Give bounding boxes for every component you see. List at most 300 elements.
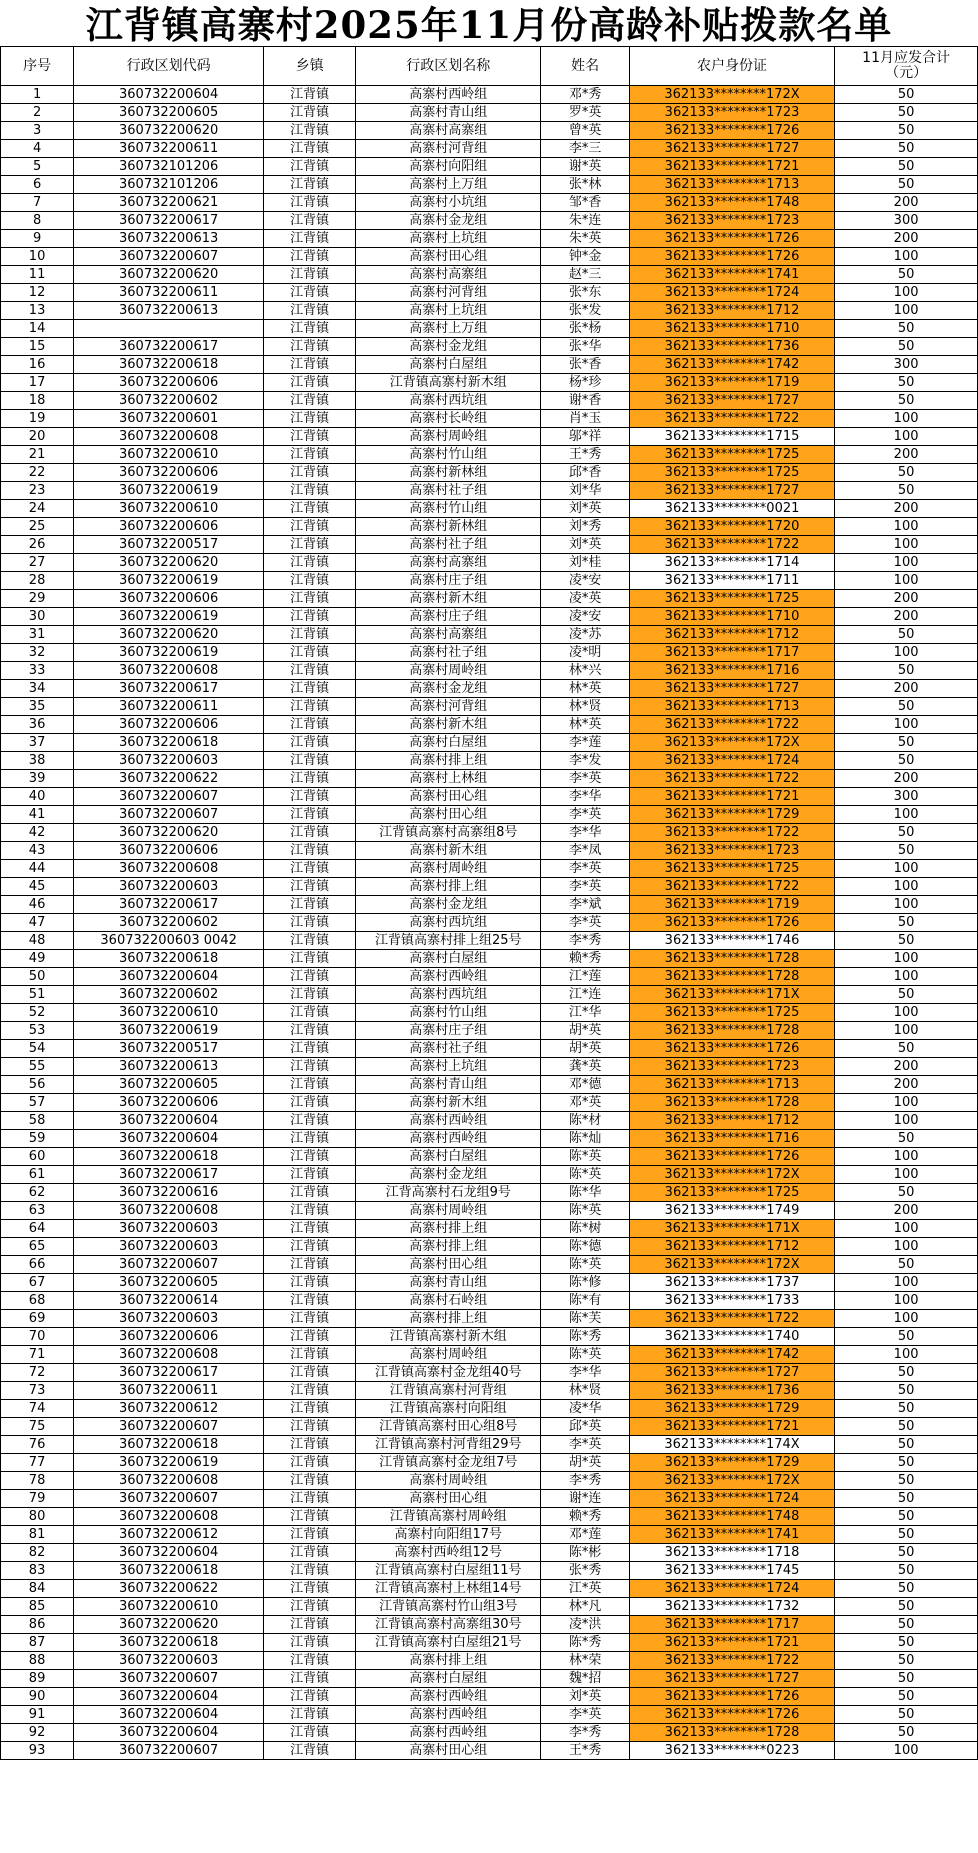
name-cell: 李*华 — [541, 788, 629, 806]
town-cell: 江背镇 — [264, 572, 356, 590]
admin-code-cell: 360732200604 — [74, 1544, 264, 1562]
serial-cell: 31 — [1, 626, 74, 644]
area-name-cell: 高寨村周岭组 — [356, 1472, 541, 1490]
town-cell: 江背镇 — [264, 1616, 356, 1634]
town-cell: 江背镇 — [264, 194, 356, 212]
id-card-cell: 362133********1727 — [629, 140, 834, 158]
area-name-cell: 江背镇高寨村排上组25号 — [356, 932, 541, 950]
town-cell: 江背镇 — [264, 1598, 356, 1616]
town-cell: 江背镇 — [264, 1490, 356, 1508]
id-card-cell: 362133********1748 — [629, 1508, 834, 1526]
amount-cell: 100 — [835, 1742, 978, 1760]
area-name-cell: 高寨村周岭组 — [356, 1202, 541, 1220]
table-row — [1, 284, 978, 302]
id-card-cell: 362133********1710 — [629, 320, 834, 338]
table-row — [1, 734, 978, 752]
amount-cell: 100 — [835, 1022, 978, 1040]
area-name-cell: 高寨村庄子组 — [356, 608, 541, 626]
name-cell: 林*贤 — [541, 698, 629, 716]
table-row — [1, 464, 978, 482]
amount-cell: 50 — [835, 338, 978, 356]
serial-cell: 35 — [1, 698, 74, 716]
admin-code-cell: 360732200617 — [74, 680, 264, 698]
id-card-cell: 362133********1727 — [629, 1364, 834, 1382]
town-cell: 江背镇 — [264, 932, 356, 950]
table-row — [1, 662, 978, 680]
serial-cell: 79 — [1, 1490, 74, 1508]
amount-cell: 50 — [835, 1472, 978, 1490]
name-cell: 刘*英 — [541, 1688, 629, 1706]
admin-code-cell: 360732200617 — [74, 338, 264, 356]
serial-cell: 62 — [1, 1184, 74, 1202]
table-row — [1, 1580, 978, 1598]
table-row — [1, 194, 978, 212]
serial-cell: 28 — [1, 572, 74, 590]
id-card-cell: 362133********1726 — [629, 1148, 834, 1166]
area-name-cell: 高寨村社子组 — [356, 644, 541, 662]
amount-cell: 200 — [835, 770, 978, 788]
id-card-cell: 362133********174X — [629, 1436, 834, 1454]
amount-cell: 50 — [835, 320, 978, 338]
admin-code-cell: 360732200606 — [74, 842, 264, 860]
area-name-cell: 高寨村白屋组 — [356, 1670, 541, 1688]
id-card-cell: 362133********1725 — [629, 446, 834, 464]
serial-cell: 56 — [1, 1076, 74, 1094]
town-cell: 江背镇 — [264, 284, 356, 302]
table-row — [1, 878, 978, 896]
id-card-cell: 362133********1727 — [629, 680, 834, 698]
area-name-cell: 高寨村上林组 — [356, 770, 541, 788]
id-card-cell: 362133********1722 — [629, 1652, 834, 1670]
admin-code-cell: 360732200617 — [74, 1364, 264, 1382]
amount-cell: 50 — [835, 1454, 978, 1472]
area-name-cell: 高寨村周岭组 — [356, 860, 541, 878]
admin-code-cell: 360732200603 — [74, 1220, 264, 1238]
id-card-cell: 362133********172X — [629, 1256, 834, 1274]
town-cell: 江背镇 — [264, 176, 356, 194]
id-card-cell: 362133********1719 — [629, 374, 834, 392]
town-cell: 江背镇 — [264, 104, 356, 122]
name-cell: 谢*连 — [541, 1490, 629, 1508]
name-cell: 赖*秀 — [541, 950, 629, 968]
amount-cell: 100 — [835, 1148, 978, 1166]
table-row — [1, 158, 978, 176]
name-cell: 邱*英 — [541, 1418, 629, 1436]
town-cell: 江背镇 — [264, 698, 356, 716]
admin-code-cell: 360732200607 — [74, 1670, 264, 1688]
admin-code-cell: 360732200607 — [74, 1418, 264, 1436]
table-row — [1, 1346, 978, 1364]
id-card-cell: 362133********1723 — [629, 104, 834, 122]
area-name-cell: 高寨村新木组 — [356, 1094, 541, 1112]
admin-code-cell: 360732200620 — [74, 1616, 264, 1634]
amount-cell: 50 — [835, 1382, 978, 1400]
subsidy-table — [0, 46, 978, 1760]
id-card-cell: 362133********1741 — [629, 1526, 834, 1544]
town-cell: 江背镇 — [264, 734, 356, 752]
admin-code-cell: 360732200607 — [74, 248, 264, 266]
id-card-cell: 362133********1715 — [629, 428, 834, 446]
name-cell: 邓*莲 — [541, 1526, 629, 1544]
serial-cell: 82 — [1, 1544, 74, 1562]
town-cell: 江背镇 — [264, 1472, 356, 1490]
admin-code-cell: 360732200606 — [74, 1328, 264, 1346]
area-name-cell: 高寨村金龙组 — [356, 896, 541, 914]
table-row — [1, 914, 978, 932]
name-cell: 陈*修 — [541, 1274, 629, 1292]
name-cell: 凌*安 — [541, 572, 629, 590]
table-row — [1, 1706, 978, 1724]
table-row — [1, 842, 978, 860]
name-cell: 刘*秀 — [541, 518, 629, 536]
table-row — [1, 392, 978, 410]
town-cell: 江背镇 — [264, 482, 356, 500]
area-name-cell: 高寨村排上组 — [356, 752, 541, 770]
town-cell: 江背镇 — [264, 1004, 356, 1022]
admin-code-cell: 360732200618 — [74, 1562, 264, 1580]
admin-code-cell: 360732200618 — [74, 950, 264, 968]
amount-cell: 50 — [835, 122, 978, 140]
table-row — [1, 590, 978, 608]
area-name-cell: 高寨村向阳组 — [356, 158, 541, 176]
amount-cell: 50 — [835, 158, 978, 176]
town-cell: 江背镇 — [264, 1706, 356, 1724]
amount-cell: 300 — [835, 356, 978, 374]
table-row — [1, 1004, 978, 1022]
area-name-cell: 高寨村金龙组 — [356, 338, 541, 356]
name-cell: 李*华 — [541, 824, 629, 842]
name-cell: 凌*苏 — [541, 626, 629, 644]
table-row — [1, 788, 978, 806]
town-cell: 江背镇 — [264, 1382, 356, 1400]
town-cell: 江背镇 — [264, 1400, 356, 1418]
admin-code-cell: 360732200604 — [74, 1724, 264, 1742]
name-cell: 陈*灿 — [541, 1130, 629, 1148]
table-row — [1, 1184, 978, 1202]
admin-code-cell: 360732200604 — [74, 1688, 264, 1706]
serial-cell: 34 — [1, 680, 74, 698]
id-card-cell: 362133********1712 — [629, 626, 834, 644]
admin-code-cell: 360732200610 — [74, 1598, 264, 1616]
name-cell: 江*英 — [541, 1580, 629, 1598]
serial-cell: 83 — [1, 1562, 74, 1580]
name-cell: 朱*英 — [541, 230, 629, 248]
header-row — [1, 47, 978, 86]
serial-cell: 58 — [1, 1112, 74, 1130]
area-name-cell: 高寨村排上组 — [356, 878, 541, 896]
admin-code-cell: 360732200619 — [74, 1454, 264, 1472]
admin-code-cell: 360732200608 — [74, 1346, 264, 1364]
document-title: 江背镇高寨村2025年11月份高龄补贴拨款名单 — [85, 3, 893, 47]
admin-code-cell: 360732200608 — [74, 428, 264, 446]
serial-cell: 44 — [1, 860, 74, 878]
town-cell: 江背镇 — [264, 158, 356, 176]
serial-cell: 59 — [1, 1130, 74, 1148]
id-card-cell: 362133********1713 — [629, 1076, 834, 1094]
id-card-cell: 362133********1748 — [629, 194, 834, 212]
area-name-cell: 高寨村新林组 — [356, 518, 541, 536]
area-name-cell: 高寨村西岭组 — [356, 1688, 541, 1706]
area-name-cell: 高寨村上万组 — [356, 320, 541, 338]
serial-cell: 92 — [1, 1724, 74, 1742]
amount-cell: 50 — [835, 1652, 978, 1670]
admin-code-cell: 360732200622 — [74, 1580, 264, 1598]
serial-cell: 14 — [1, 320, 74, 338]
admin-code-cell: 360732200608 — [74, 1202, 264, 1220]
town-cell: 江背镇 — [264, 842, 356, 860]
table-row — [1, 1436, 978, 1454]
serial-cell: 1 — [1, 86, 74, 104]
id-card-cell: 362133********1721 — [629, 788, 834, 806]
table-row — [1, 1310, 978, 1328]
town-cell: 江背镇 — [264, 1634, 356, 1652]
serial-cell: 46 — [1, 896, 74, 914]
table-row — [1, 1328, 978, 1346]
serial-cell: 13 — [1, 302, 74, 320]
name-cell: 张*东 — [541, 284, 629, 302]
admin-code-cell: 360732200620 — [74, 554, 264, 572]
admin-code-cell: 360732200620 — [74, 266, 264, 284]
area-name-cell: 高寨村高寨组 — [356, 554, 541, 572]
amount-cell: 100 — [835, 1220, 978, 1238]
amount-cell: 100 — [835, 284, 978, 302]
table-row — [1, 104, 978, 122]
amount-cell: 100 — [835, 644, 978, 662]
town-cell: 江背镇 — [264, 320, 356, 338]
admin-code-cell: 360732200607 — [74, 806, 264, 824]
town-cell: 江背镇 — [264, 554, 356, 572]
name-cell: 凌*明 — [541, 644, 629, 662]
admin-code-cell: 360732200603 — [74, 878, 264, 896]
name-cell: 张*林 — [541, 176, 629, 194]
area-name-cell: 高寨村周岭组 — [356, 662, 541, 680]
name-cell: 邱*香 — [541, 464, 629, 482]
admin-code-cell: 360732200605 — [74, 1274, 264, 1292]
id-card-cell: 362133********1726 — [629, 914, 834, 932]
amount-cell: 50 — [835, 86, 978, 104]
admin-code-cell: 360732200606 — [74, 464, 264, 482]
table-row — [1, 1616, 978, 1634]
area-name-cell: 高寨村竹山组 — [356, 500, 541, 518]
id-card-cell: 362133********1725 — [629, 590, 834, 608]
id-card-cell: 362133********1723 — [629, 842, 834, 860]
area-name-cell: 江背镇高寨村白屋组11号 — [356, 1562, 541, 1580]
amount-cell: 50 — [835, 176, 978, 194]
amount-cell: 50 — [835, 482, 978, 500]
serial-cell: 49 — [1, 950, 74, 968]
name-cell: 李*英 — [541, 806, 629, 824]
serial-cell: 63 — [1, 1202, 74, 1220]
serial-cell: 70 — [1, 1328, 74, 1346]
town-cell: 江背镇 — [264, 536, 356, 554]
area-name-cell: 高寨村新木组 — [356, 716, 541, 734]
amount-cell: 100 — [835, 878, 978, 896]
area-name-cell: 高寨村西岭组 — [356, 1724, 541, 1742]
amount-cell: 50 — [835, 734, 978, 752]
serial-cell: 38 — [1, 752, 74, 770]
table-row — [1, 644, 978, 662]
table-row — [1, 1094, 978, 1112]
town-cell: 江背镇 — [264, 1058, 356, 1076]
admin-code-cell: 360732200604 — [74, 1706, 264, 1724]
town-cell: 江背镇 — [264, 896, 356, 914]
amount-cell: 50 — [835, 1400, 978, 1418]
id-card-cell: 362133********1722 — [629, 536, 834, 554]
table-row — [1, 1364, 978, 1382]
area-name-cell: 高寨村西坑组 — [356, 914, 541, 932]
serial-cell: 19 — [1, 410, 74, 428]
town-cell: 江背镇 — [264, 968, 356, 986]
admin-code-cell: 360732200603 — [74, 1238, 264, 1256]
admin-code-cell: 360732200607 — [74, 788, 264, 806]
name-cell: 凌*华 — [541, 1400, 629, 1418]
admin-code-cell: 360732200606 — [74, 716, 264, 734]
town-cell: 江背镇 — [264, 1238, 356, 1256]
serial-cell: 15 — [1, 338, 74, 356]
table-row — [1, 968, 978, 986]
admin-code-cell: 360732200618 — [74, 734, 264, 752]
area-name-cell: 高寨村西岭组 — [356, 1706, 541, 1724]
serial-cell: 69 — [1, 1310, 74, 1328]
area-name-cell: 高寨村西岭组 — [356, 1112, 541, 1130]
table-row — [1, 1148, 978, 1166]
area-name-cell: 高寨村田心组 — [356, 1490, 541, 1508]
id-card-cell: 362133********1736 — [629, 1382, 834, 1400]
id-card-cell: 362133********1713 — [629, 698, 834, 716]
admin-code-cell: 360732200517 — [74, 536, 264, 554]
name-cell: 陈*树 — [541, 1220, 629, 1238]
table-row — [1, 554, 978, 572]
area-name-cell: 高寨村社子组 — [356, 1040, 541, 1058]
column-header-town: 乡镇 — [264, 47, 356, 86]
amount-cell: 200 — [835, 446, 978, 464]
table-row — [1, 1598, 978, 1616]
area-name-cell: 高寨村社子组 — [356, 482, 541, 500]
id-card-cell: 362133********1722 — [629, 878, 834, 896]
table-row — [1, 1418, 978, 1436]
admin-code-cell: 360732200611 — [74, 284, 264, 302]
admin-code-cell: 360732200618 — [74, 1436, 264, 1454]
id-card-cell: 362133********172X — [629, 734, 834, 752]
area-name-cell: 高寨村西岭组 — [356, 86, 541, 104]
id-card-cell: 362133********1717 — [629, 1616, 834, 1634]
area-name-cell: 高寨村河背组 — [356, 284, 541, 302]
area-name-cell: 高寨村西坑组 — [356, 392, 541, 410]
amount-cell: 200 — [835, 194, 978, 212]
admin-code-cell: 360732200604 — [74, 968, 264, 986]
table-row — [1, 770, 978, 788]
name-cell: 陈*德 — [541, 1238, 629, 1256]
table-row — [1, 1040, 978, 1058]
name-cell: 林*贤 — [541, 1382, 629, 1400]
town-cell: 江背镇 — [264, 752, 356, 770]
area-name-cell: 高寨村田心组 — [356, 788, 541, 806]
amount-cell: 100 — [835, 1274, 978, 1292]
table-row — [1, 1166, 978, 1184]
admin-code-cell: 360732200617 — [74, 212, 264, 230]
serial-cell: 54 — [1, 1040, 74, 1058]
area-name-cell: 高寨村排上组 — [356, 1310, 541, 1328]
table-body — [1, 86, 978, 1760]
name-cell: 李*秀 — [541, 1724, 629, 1742]
serial-cell: 85 — [1, 1598, 74, 1616]
amount-cell: 50 — [835, 1544, 978, 1562]
town-cell: 江背镇 — [264, 1364, 356, 1382]
id-card-cell: 362133********1729 — [629, 1400, 834, 1418]
name-cell: 陈*英 — [541, 1256, 629, 1274]
amount-cell: 200 — [835, 1058, 978, 1076]
area-name-cell: 高寨村竹山组 — [356, 1004, 541, 1022]
id-card-cell: 362133********1724 — [629, 1490, 834, 1508]
area-name-cell: 江背镇高寨村金龙组40号 — [356, 1364, 541, 1382]
admin-code-cell: 360732200613 — [74, 230, 264, 248]
serial-cell: 10 — [1, 248, 74, 266]
area-name-cell: 高寨村排上组 — [356, 1652, 541, 1670]
id-card-cell: 362133********1713 — [629, 176, 834, 194]
area-name-cell: 高寨村长岭组 — [356, 410, 541, 428]
id-card-cell: 362133********1712 — [629, 1112, 834, 1130]
admin-code-cell: 360732101206 — [74, 158, 264, 176]
amount-cell: 100 — [835, 302, 978, 320]
area-name-cell: 高寨村田心组 — [356, 248, 541, 266]
amount-cell: 100 — [835, 428, 978, 446]
admin-code-cell: 360732200613 — [74, 302, 264, 320]
serial-cell: 64 — [1, 1220, 74, 1238]
amount-cell: 200 — [835, 590, 978, 608]
serial-cell: 78 — [1, 1472, 74, 1490]
table-row — [1, 698, 978, 716]
table-row — [1, 1490, 978, 1508]
area-name-cell: 高寨村金龙组 — [356, 212, 541, 230]
id-card-cell: 362133********1727 — [629, 482, 834, 500]
admin-code-cell: 360732200619 — [74, 1022, 264, 1040]
serial-cell: 9 — [1, 230, 74, 248]
amount-cell: 100 — [835, 716, 978, 734]
amount-cell: 100 — [835, 860, 978, 878]
id-card-cell: 362133********1722 — [629, 410, 834, 428]
town-cell: 江背镇 — [264, 428, 356, 446]
area-name-cell: 高寨村石岭组 — [356, 1292, 541, 1310]
town-cell: 江背镇 — [264, 1202, 356, 1220]
id-card-cell: 362133********1726 — [629, 1040, 834, 1058]
admin-code-cell: 360732200608 — [74, 860, 264, 878]
area-name-cell: 高寨村新木组 — [356, 590, 541, 608]
amount-cell: 100 — [835, 1112, 978, 1130]
id-card-cell: 362133********171X — [629, 1220, 834, 1238]
town-cell: 江背镇 — [264, 644, 356, 662]
serial-cell: 32 — [1, 644, 74, 662]
area-name-cell: 江背镇高寨村上林组14号 — [356, 1580, 541, 1598]
area-name-cell: 江背高寨村石龙组9号 — [356, 1184, 541, 1202]
serial-cell: 77 — [1, 1454, 74, 1472]
id-card-cell: 362133********1721 — [629, 1418, 834, 1436]
serial-cell: 8 — [1, 212, 74, 230]
serial-cell: 37 — [1, 734, 74, 752]
table-row — [1, 1562, 978, 1580]
admin-code-cell: 360732200616 — [74, 1184, 264, 1202]
amount-cell: 50 — [835, 1598, 978, 1616]
id-card-cell: 362133********172X — [629, 1166, 834, 1184]
name-cell: 陈*华 — [541, 1184, 629, 1202]
amount-cell: 50 — [835, 626, 978, 644]
amount-cell: 50 — [835, 914, 978, 932]
name-cell: 李*英 — [541, 914, 629, 932]
name-cell: 张*秀 — [541, 1562, 629, 1580]
amount-cell: 50 — [835, 932, 978, 950]
area-name-cell: 高寨村田心组 — [356, 806, 541, 824]
serial-cell: 5 — [1, 158, 74, 176]
admin-code-cell: 360732200613 — [74, 1058, 264, 1076]
